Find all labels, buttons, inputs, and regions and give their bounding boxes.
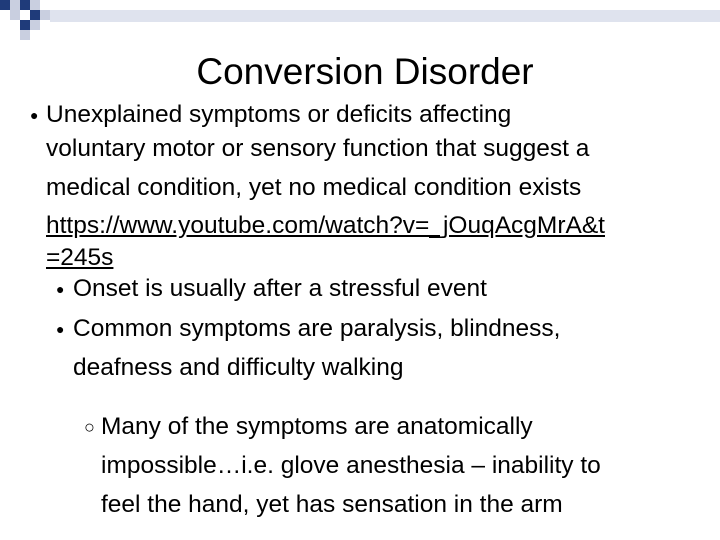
bullet-marker: ● [30, 107, 39, 123]
deco-square [20, 30, 30, 40]
sub-bullet-marker: ○ [84, 417, 95, 437]
deco-square [20, 10, 30, 20]
header-bar [50, 10, 720, 22]
decorative-squares [0, 0, 50, 40]
deco-square [10, 10, 20, 20]
bullet-marker: ● [56, 321, 65, 337]
deco-square [30, 0, 40, 10]
bullet1-line3: medical condition, yet no medical condition exists [46, 174, 582, 201]
deco-square [20, 20, 30, 30]
bullet1-line2: voluntary motor or sensory function that suggest a [46, 135, 590, 162]
header-decoration [0, 0, 720, 48]
sub-bullet-line2: impossible…i.e. glove anesthesia – inability to [101, 452, 601, 479]
video-link-line1[interactable]: https://www.youtube.com/watch?v=_jOuqAcgMrA&t [46, 212, 605, 239]
deco-square [40, 10, 50, 20]
bullet3-line1: Common symptoms are paralysis, blindness, [73, 315, 561, 342]
bullet3-line2: deafness and difficulty walking [73, 354, 404, 381]
bullet2-text: Onset is usually after a stressful event [73, 275, 487, 302]
deco-square [30, 20, 40, 30]
sub-bullet-line3: feel the hand, yet has sensation in the arm [101, 491, 563, 518]
bullet1-line1: Unexplained symptoms or deficits affecting [46, 101, 512, 128]
deco-square [30, 10, 40, 20]
bullet-marker: ● [56, 281, 65, 297]
deco-square [20, 0, 30, 10]
sub-bullet-line1: Many of the symptoms are anatomically [101, 413, 533, 440]
slide-title: Conversion Disorder [196, 51, 534, 92]
deco-square [10, 0, 20, 10]
deco-square [0, 0, 10, 10]
video-link-line2[interactable]: =245s [46, 244, 114, 271]
